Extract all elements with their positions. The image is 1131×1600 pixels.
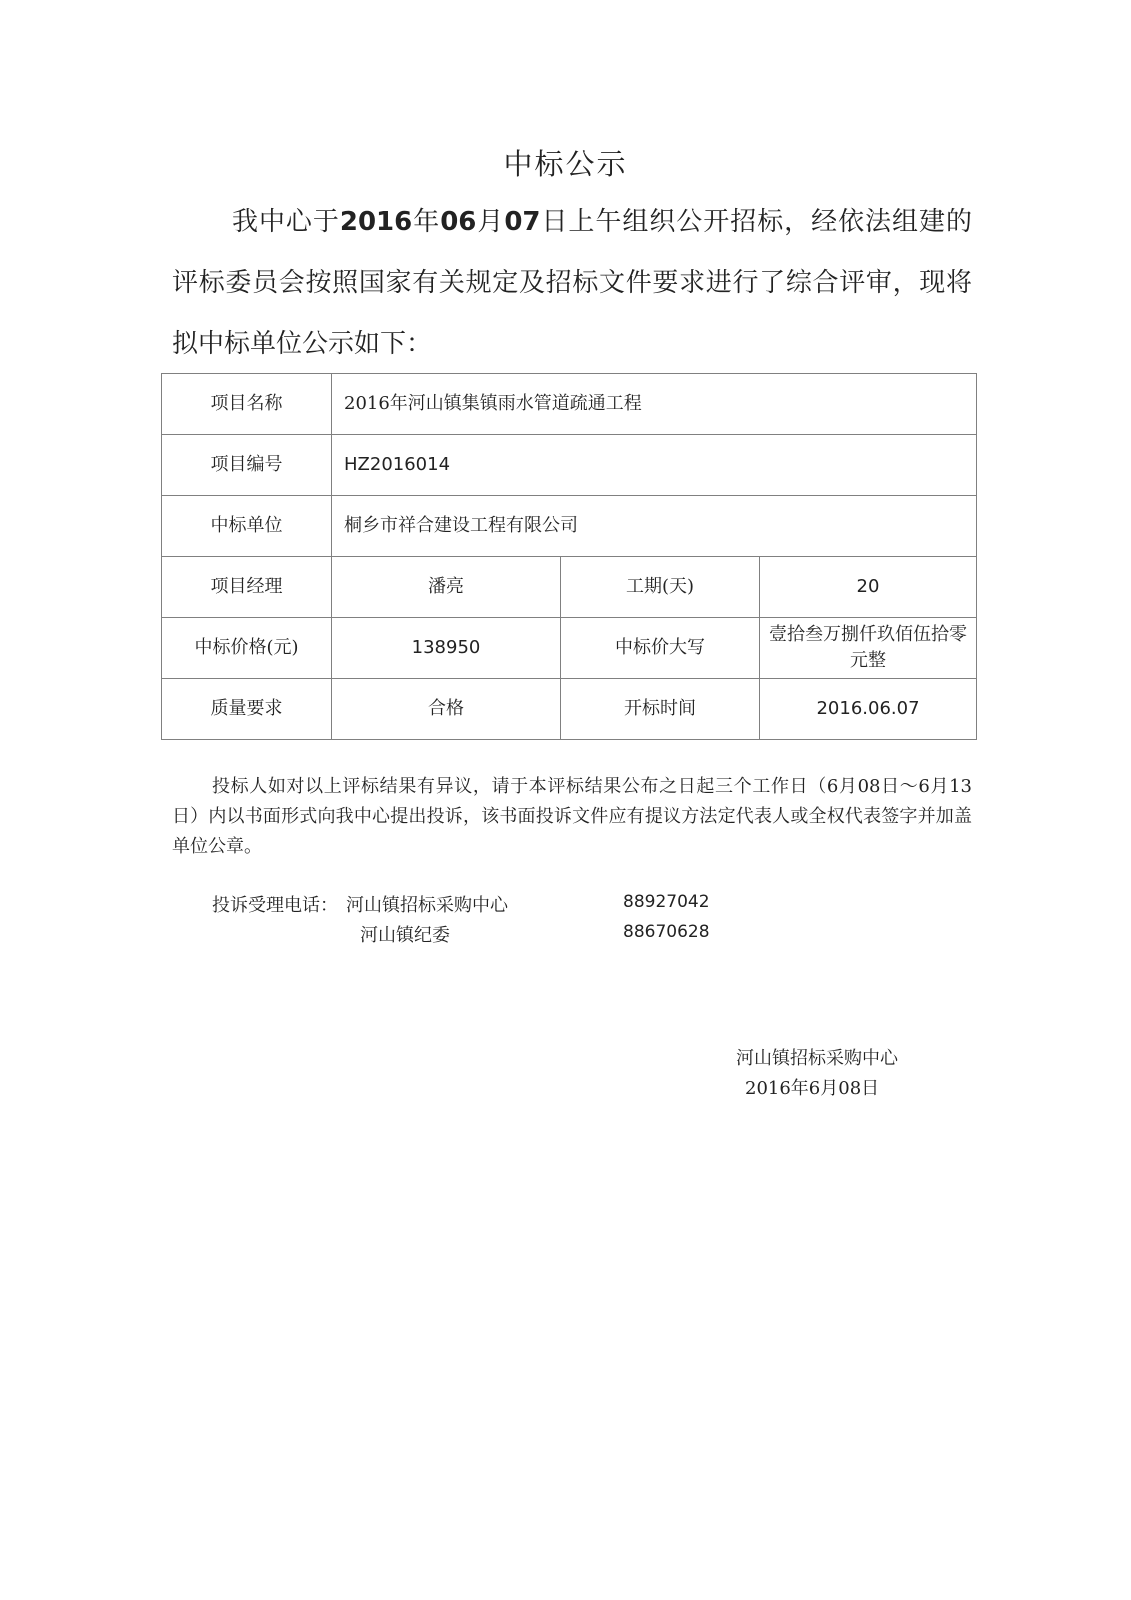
duration-value: 20 [760, 557, 977, 618]
intro-year: 2016 [339, 207, 413, 237]
quality-label: 质量要求 [162, 679, 332, 740]
table-row [162, 679, 977, 740]
manager-label: 项目经理 [162, 557, 332, 618]
signature-date: 2016年6月08日 [745, 1078, 880, 1099]
table-row [162, 496, 977, 557]
contact-org-1: 河山镇招标采购中心 [346, 895, 508, 916]
intro-text-4: 日上午组织公开招标，经依法组建的评标委员会按照国家有关规定及招标文件要求进行了综合评审，现将拟中标单位公示如下： [172, 207, 972, 359]
project-no-label: 项目编号 [162, 435, 332, 496]
intro-paragraph [172, 192, 972, 375]
project-name-value: 2016年河山镇集镇雨水管道疏通工程 [332, 374, 977, 435]
winner-label: 中标单位 [162, 496, 332, 557]
open-time-value: 2016.06.07 [760, 679, 977, 740]
intro-text-2: 年 [412, 207, 441, 237]
manager-value: 潘亮 [332, 557, 561, 618]
intro-day: 07 [504, 207, 541, 237]
intro-text-3: 月 [476, 207, 505, 237]
intro-month: 06 [440, 207, 477, 237]
table-row [162, 618, 977, 679]
price-value: 138950 [332, 618, 561, 679]
award-info-table [161, 373, 977, 740]
intro-text-1: 我中心于 [232, 207, 340, 237]
contact-label: 投诉受理电话： [212, 895, 338, 916]
table-row [162, 374, 977, 435]
project-name-label: 项目名称 [162, 374, 332, 435]
document-title: 中标公示 [503, 147, 628, 181]
quality-value: 合格 [332, 679, 561, 740]
table-row [162, 435, 977, 496]
winner-value: 桐乡市祥合建设工程有限公司 [332, 496, 977, 557]
objection-notice: 投标人如对以上评标结果有异议，请于本评标结果公布之日起三个工作日（6月08日～6月13日）内以书面形式向我中心提出投诉，该书面投诉文件应有提议方法定代表人或全权代表签字并加盖单位公章。 [172, 776, 972, 857]
table-row [162, 557, 977, 618]
price-label: 中标价格(元) [162, 618, 332, 679]
price-caps-value: 壹拾叁万捌仟玖佰伍拾零元整 [760, 618, 977, 679]
contact-phone-2: 88670628 [623, 922, 710, 942]
price-caps-label: 中标价大写 [561, 618, 760, 679]
duration-label: 工期(天) [561, 557, 760, 618]
contact-phone-1: 88927042 [623, 892, 710, 912]
contact-org-2: 河山镇纪委 [360, 925, 450, 946]
open-time-label: 开标时间 [561, 679, 760, 740]
signature-org: 河山镇招标采购中心 [736, 1048, 898, 1069]
project-no-value: HZ2016014 [332, 435, 977, 496]
